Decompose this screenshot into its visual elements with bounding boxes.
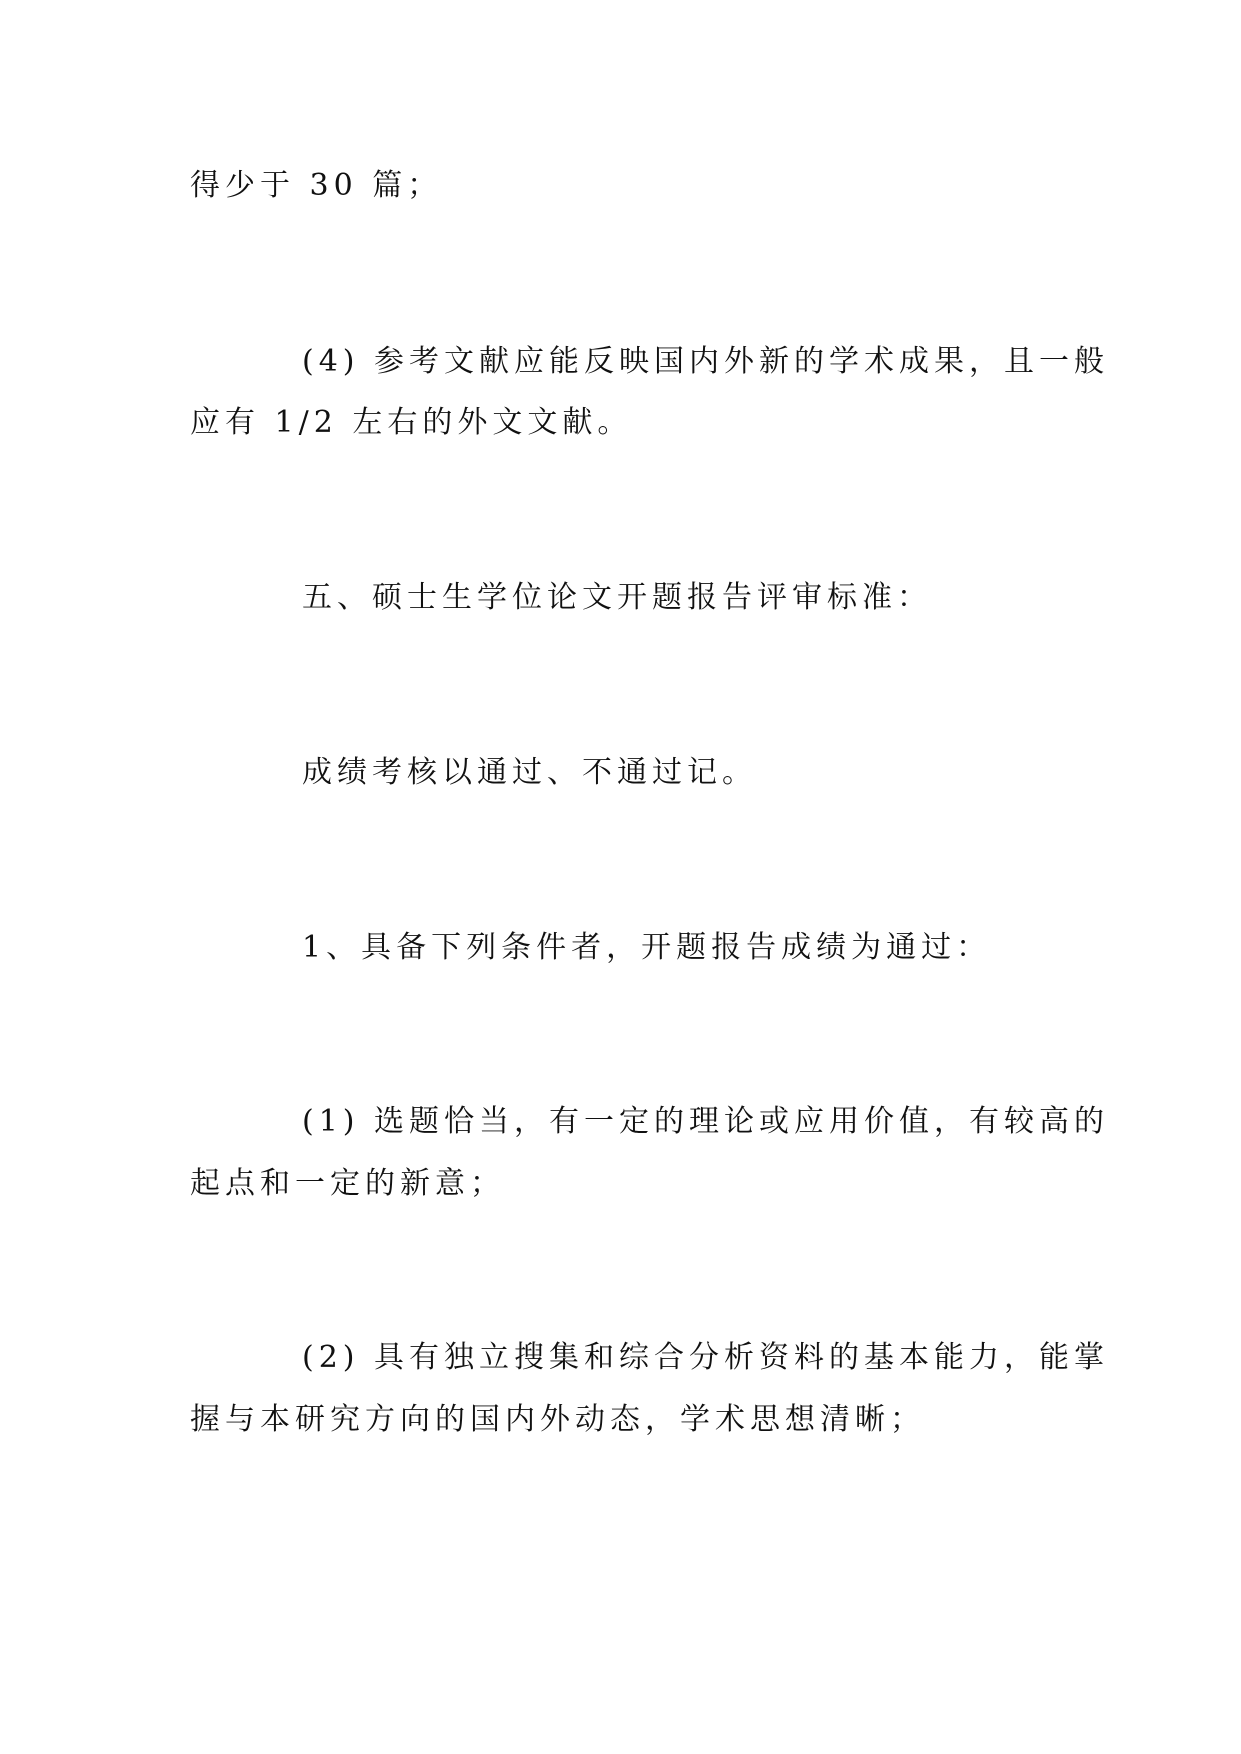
text-line-2: (4) 参考文献应能反映国内外新的学术成果，且一般: [302, 344, 1110, 379]
section-heading: 五、硕士生学位论文开题报告评审标准：: [302, 580, 932, 615]
text-line-9: (2) 具有独立搜集和综合分析资料的基本能力，能掌: [302, 1340, 1110, 1375]
text-line-5: 成绩考核以通过、不通过记。: [302, 755, 757, 790]
text-line-3: 应有 1/2 左右的外文文献。: [190, 405, 633, 440]
text-line-8: 起点和一定的新意；: [190, 1166, 505, 1201]
text-line-7: (1) 选题恰当，有一定的理论或应用价值，有较高的: [302, 1104, 1110, 1139]
text-line-10: 握与本研究方向的国内外动态，学术思想清晰；: [190, 1402, 925, 1437]
text-line-1: 得少于 30 篇；: [190, 168, 443, 203]
text-line-6: 1、具备下列条件者，开题报告成绩为通过：: [302, 930, 992, 965]
